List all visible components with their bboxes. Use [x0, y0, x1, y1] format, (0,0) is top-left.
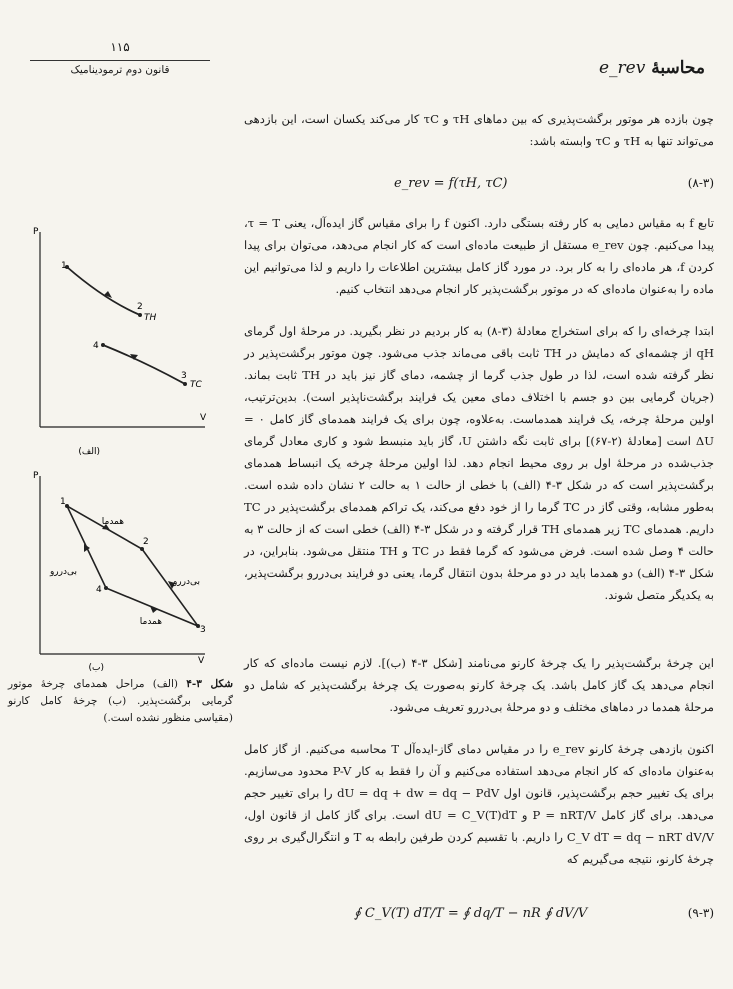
paragraph-5-text: اکنون بازدهی چرخهٔ کارنو e_rev را در مقیاس دمای گاز-ایده‌آل T محاسبه می‌کنیم. از گاز کامل به‌عنوان ماده‌ای که کار انجام می‌دهد استفاده می‌کنیم و آن را فقط به کار P-V محدود می‌سازیم. برای یک تغییر حجم برگشت‌پذیر، قانون اول dU = dq + dw = dq − PdV را برای تغییر حجم می‌دهد. برای گاز کامل P = nRT/V و dU = C_V(T)dT است. برای گاز کامل از قانون اول، C_V dT = dq − nRT dV/V را داریم. با تقسیم کردن طرفین رابطه به T و انتگرال‌گیری بر روی چرخهٔ کارنو، نتیجه می‌گیریم که — [244, 742, 715, 866]
paragraph-2 — [244, 212, 714, 300]
section-title — [599, 58, 705, 78]
figure-b — [20, 466, 220, 676]
figure-caption — [8, 676, 233, 727]
state-4-label: 4 — [96, 585, 102, 595]
equation-3-9 — [244, 902, 714, 932]
cold-isotherm-label: TC — [190, 380, 202, 390]
isothermal-top-label: همدما — [101, 517, 124, 527]
paragraph-2-text: تابع f به مقیاس دمایی به کار رفته بستگی دارد. اکنون f را برای مقیاس گاز ایده‌آل، یعنی τ = T، پیدا می‌کنیم. چون e_rev مستقل از طبیعت ماده‌ای است که کار انجام می‌دهد، می‌توان برای پیدا کردن f، هر ماده‌ای را به کار برد. در مورد گاز کامل بیشترین اطلاعات را داریم و لذا می‌توانیم این ماده را به‌عنوان ماده‌ای که در موتور برگشت‌پذیر کار انجام می‌دهد انتخاب کنیم. — [244, 216, 715, 296]
p-axis-label: P — [33, 471, 39, 481]
state-2-label: 2 — [143, 537, 149, 547]
carnot-cycle-path — [67, 506, 198, 626]
isothermal-bottom-label: همدما — [139, 617, 162, 627]
page-header — [30, 40, 210, 76]
paragraph-1 — [244, 108, 714, 152]
state-3-dot — [183, 382, 187, 386]
adiabatic-left-label: بی‌دررو — [49, 567, 77, 577]
state-4-label: 4 — [93, 341, 99, 351]
state-1-label: 1 — [60, 497, 66, 507]
header-rule — [30, 60, 210, 61]
state-3-label: 3 — [200, 625, 206, 635]
equation-3-9-expression: ∮ C_V(T) dT/T = ∮ dq/T − nR ∮ dV/V — [354, 906, 588, 921]
equation-3-8 — [244, 172, 714, 202]
v-axis-label: V — [200, 413, 207, 423]
state-1-label: 1 — [61, 261, 67, 271]
figure-a-label: (الف) — [78, 447, 100, 457]
v-axis-label: V — [198, 656, 205, 666]
state-2-dot — [140, 547, 144, 551]
section-title-symbol: e_rev — [598, 58, 646, 78]
state-4-dot — [104, 586, 108, 590]
equation-3-8-number: (۸-۳) — [687, 176, 714, 190]
paragraph-3 — [244, 320, 714, 606]
hot-isotherm-label: TH — [144, 313, 157, 323]
paragraph-5 — [244, 738, 714, 870]
running-head: قانون دوم ترمودینامیک — [70, 64, 170, 76]
page-number: ۱۱۵ — [110, 40, 130, 54]
p-axis-label: P — [33, 227, 39, 237]
paragraph-3-text: ابتدا چرخه‌ای را که برای استخراج معادلهٔ (۳-۸) به کار بردیم در نظر بگیرید. در مرحلهٔ اول گرمای qH از چشمه‌ای که دمایش در TH ثابت باقی می‌ماند جذب می‌شود. چون موتور برگشت‌پذیر در نظر گرفته شده است، لذا در طول جذب گرما از چشمه، دمای گاز نیز باید در TH ثابت بماند. (جریان گرمایی بین دو جسم با اختلاف دمای معین یک فرایند برگشت‌ناپذیر است). بدین‌ترتیب، اولین مرحلهٔ چرخه، یک فرایند همدماست. به‌علاوه، چون برای یک فرایند همدمای گاز کامل ۰ = ΔU است [معادلهٔ (۲-۶۷)] برای ثابت نگه داشتن U، گاز باید منبسط شود و کاری معادل گرمای جذب‌شده در مرحلهٔ اول بر روی محیط انجام دهد. لذا اولین مرحلهٔ چرخه یک انبساط همدمای برگشت‌پذیر است که در شکل ۳-۴ (الف) با خطی از حالت ۱ به حالت ۲ نشان داده شده است. به‌طور مشابه، وقتی گاز در TC گرما را از خود دفع می‌کند، یک تراکم همدمای برگشت‌پذیر در TC داریم. همدمای TC زیر همدمای TH قرار گرفته و در شکل ۳-۴ (الف) خطی است که از حالت ۳ به حالت ۴ وصل شده است. فرض می‌شود که گرما فقط در TC و TH منتقل می‌شود. بنابراین، در شکل ۳-۴ (الف) دو همدما باید در دو مرحلهٔ بدون انتقال گرما، یعنی دو فرایند بی‌دررو برگشت‌پذیر، به یکدیگر متصل شوند. — [244, 324, 715, 602]
paragraph-1-text: چون بازده هر موتور برگشت‌پذیری که بین دماهای τH و τC کار می‌کند یکسان است، این بازدهی می‌تواند تنها به τH و τC وابسته باشد: — [244, 112, 714, 148]
paragraph-4-text: این چرخهٔ برگشت‌پذیر را یک چرخهٔ کارنو می‌نامند [شکل ۳-۴ (ب)]. لازم نیست ماده‌ای که کار انجام می‌دهد یک گاز کامل باشد. یک چرخهٔ کارنو به‌صورت یک چرخهٔ برگشت‌پذیر که شامل دو مرحلهٔ همدما در دماهای مختلف و دو مرحلهٔ بی‌دررو تعریف می‌شود. — [244, 656, 714, 714]
state-2-label: 2 — [137, 302, 143, 312]
cold-isotherm-curve — [103, 345, 185, 384]
equation-3-8-expression: e_rev = f(τH, τC) — [394, 176, 508, 191]
state-4-dot — [101, 343, 105, 347]
figure-a-plot — [20, 222, 220, 460]
paragraph-4 — [244, 652, 714, 718]
equation-3-9-number: (۹-۳) — [687, 906, 714, 920]
state-3-label: 3 — [181, 371, 187, 381]
adiabatic-right-label: بی‌دررو — [172, 577, 200, 587]
state-2-dot — [138, 313, 142, 317]
section-title-text: محاسبهٔ — [651, 58, 705, 78]
figure-b-label: (ب) — [88, 663, 104, 673]
hot-isotherm-curve — [67, 267, 140, 315]
figure-b-plot — [20, 466, 220, 676]
figure-a — [20, 222, 220, 460]
figure-caption-text: (الف) مراحل همدمای چرخهٔ موتور گرمایی برگشت‌پذیر. (ب) چرخهٔ کامل کارنو (مقیاسی منظور نشده است.) — [8, 678, 233, 724]
figure-caption-label: شکل ۳-۴ — [186, 678, 233, 690]
